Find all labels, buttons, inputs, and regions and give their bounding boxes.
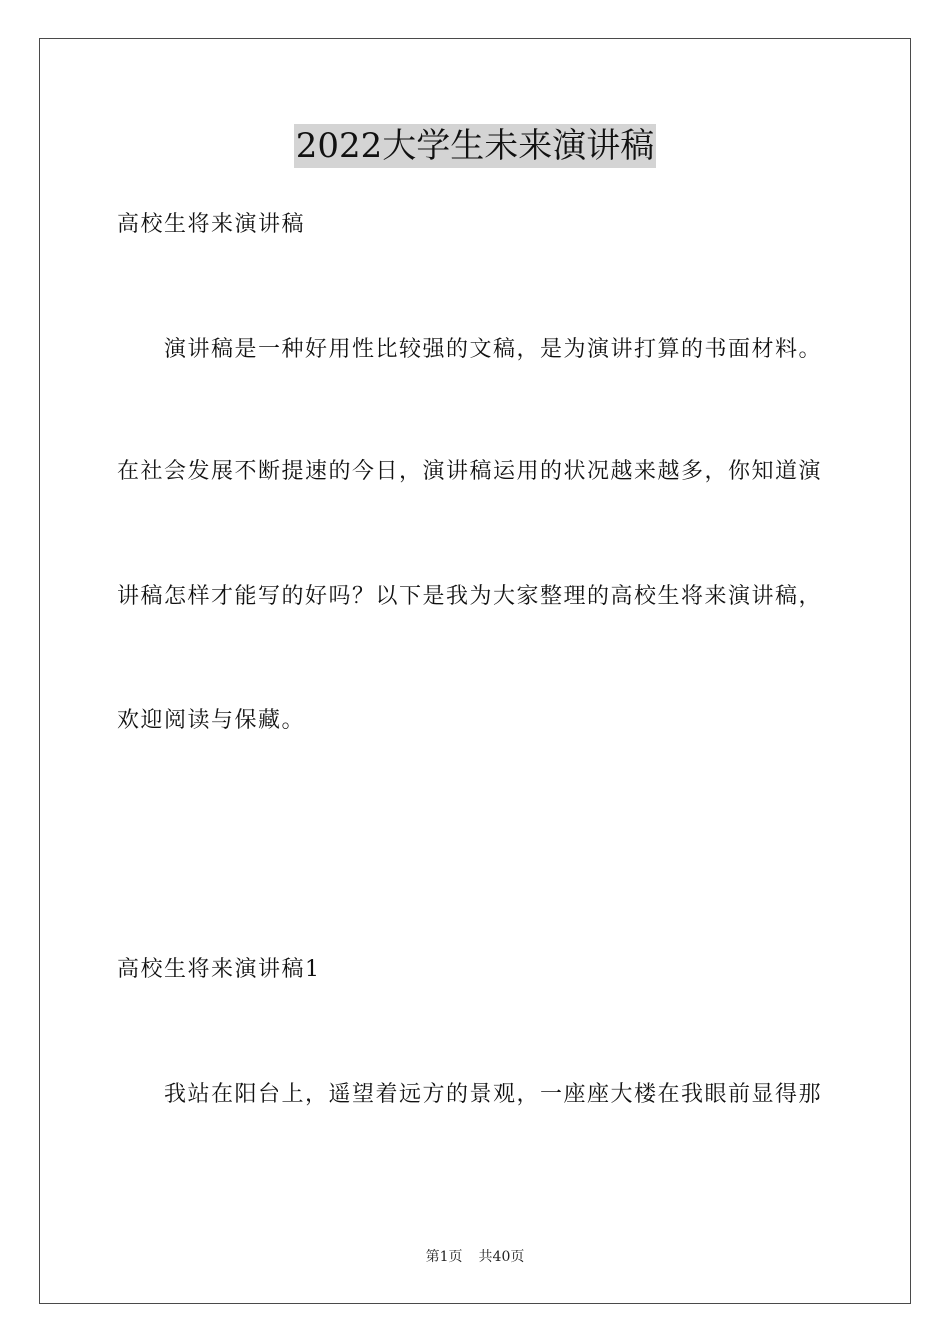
document-title: 2022大学生未来演讲稿	[295, 126, 655, 166]
page-footer	[0, 1247, 950, 1267]
section-heading: 高校生将来演讲稿	[117, 212, 306, 237]
paragraph-line: 在社会发展不断提速的今日，演讲稿运用的状况越来越多，你知道演	[117, 459, 823, 484]
page-total: 共40页	[478, 1249, 525, 1265]
title-container	[0, 124, 950, 168]
section-heading: 高校生将来演讲稿1	[117, 957, 321, 982]
paragraph-line: 讲稿怎样才能写的好吗？以下是我为大家整理的高校生将来演讲稿，	[117, 584, 823, 609]
paragraph-line: 演讲稿是一种好用性比较强的文稿，是为演讲打算的书面材料。	[164, 337, 823, 362]
paragraph-line: 我站在阳台上，遥望着远方的景观，一座座大楼在我眼前显得那	[164, 1082, 823, 1107]
paragraph-line: 欢迎阅读与保藏。	[117, 708, 306, 733]
page-number: 第1页	[425, 1249, 463, 1265]
